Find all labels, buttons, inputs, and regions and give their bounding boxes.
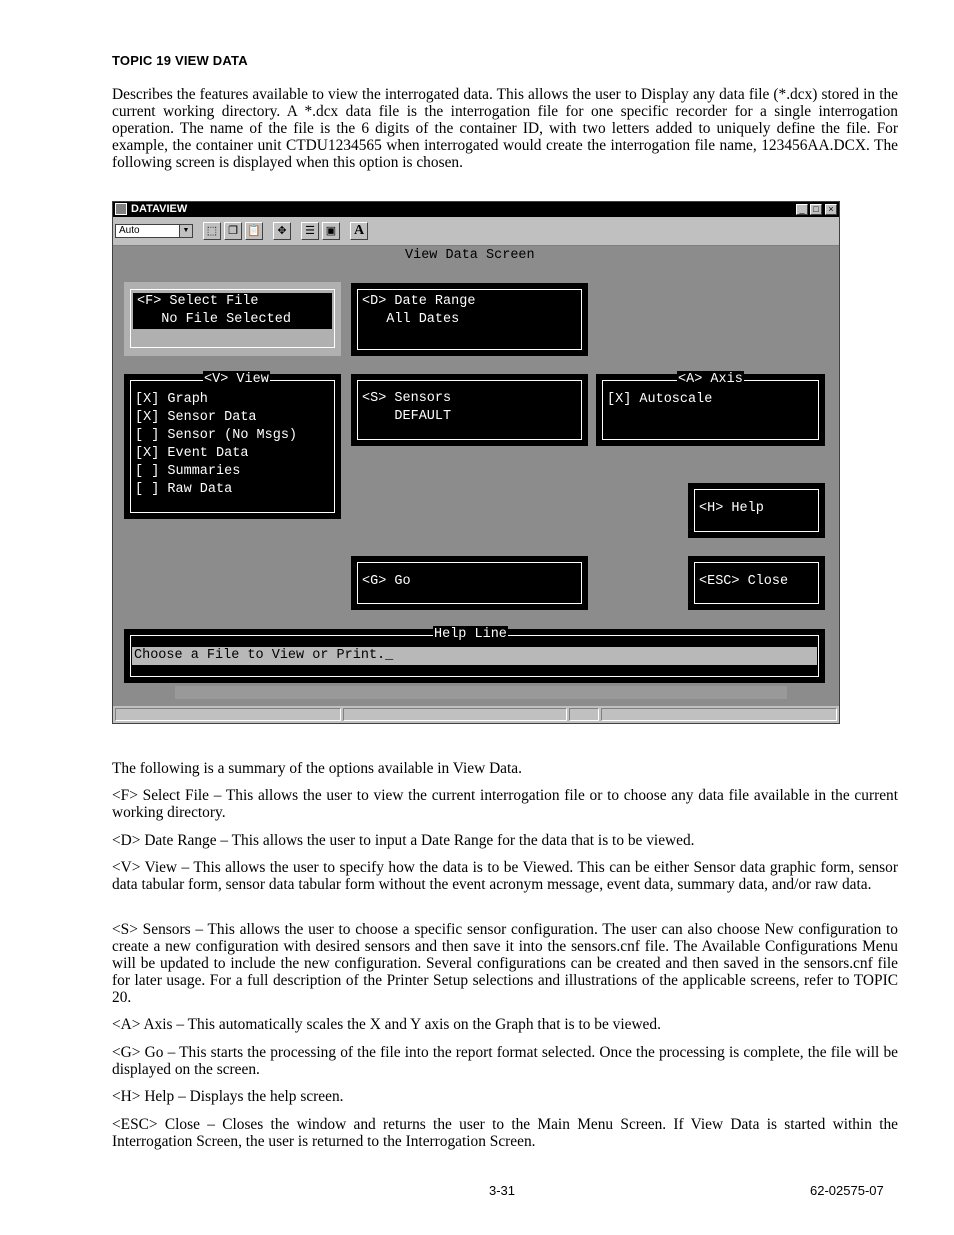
intro-paragraph: Describes the features available to view the interrogated data. This allows the user to Display any data file (*.dcx) stored in the current working directory. A *.dcx data file is the interrogation file for one specific recorder for a single interrogation operation. The name of the file is the 6 digits of the container ID, with two letters added to uniquely define the file. For example, the container unit CTDU1234565 when interrogated would create the interrogation file name, 123456AA.DCX. The following screen is displayed when this option is chosen. xyxy=(112,86,898,171)
status-pane-2 xyxy=(343,708,567,721)
view-option-graph[interactable]: [X] Graph xyxy=(135,392,208,407)
view-option-sensor-no-msgs[interactable]: [ ] Sensor (No Msgs) xyxy=(135,428,298,443)
status-pane-1 xyxy=(115,708,341,721)
view-data-screen xyxy=(113,246,839,706)
item-go: <G> Go – This starts the processing of the file into the report format selected. Once the processing is complete, the file will be displayed on the screen. xyxy=(112,1044,898,1078)
screen-title: View Data Screen xyxy=(405,248,535,263)
document-number: 62-02575-07 xyxy=(810,1183,884,1198)
close-button[interactable]: × xyxy=(825,204,837,215)
status-pane-3 xyxy=(569,708,599,721)
properties-icon[interactable]: ☰ xyxy=(301,222,319,240)
view-panel xyxy=(124,374,341,519)
toolbar xyxy=(113,217,839,246)
minimize-button[interactable]: _ xyxy=(796,204,808,215)
view-option-sensor-data[interactable]: [X] Sensor Data xyxy=(135,410,257,425)
item-axis: <A> Axis – This automatically scales the X and Y axis on the Graph that is to be viewed. xyxy=(112,1016,661,1033)
date-range-panel[interactable] xyxy=(351,283,588,356)
view-option-raw-data[interactable]: [ ] Raw Data xyxy=(135,482,233,497)
help-line-panel xyxy=(124,629,825,683)
chevron-down-icon[interactable]: ▼ xyxy=(179,225,192,237)
axis-panel-title: <A> Axis xyxy=(678,372,743,387)
summary-intro: The following is a summary of the options available in View Data. xyxy=(112,760,522,777)
fullscreen-icon[interactable]: ✥ xyxy=(273,222,291,240)
date-range-label: <D> Date Range xyxy=(362,294,476,309)
view-option-summaries[interactable]: [ ] Summaries xyxy=(135,464,241,479)
esc-close-button[interactable] xyxy=(688,556,825,610)
esc-close-label: <ESC> Close xyxy=(699,574,789,589)
sensors-label: <S> Sensors xyxy=(362,391,452,406)
item-esc-close: <ESC> Close – Closes the window and returns the user to the Main Menu Screen. If View Data is started within the Interrogation Screen, the user is returned to the Interrogation Screen. xyxy=(112,1116,898,1150)
go-button[interactable] xyxy=(351,556,588,610)
help-label: <H> Help xyxy=(699,501,764,516)
font-size-select[interactable] xyxy=(115,224,193,238)
font-size-value: Auto xyxy=(119,225,140,236)
status-pane-4 xyxy=(601,708,837,721)
window-title: DATAVIEW xyxy=(131,203,188,215)
item-view: <V> View – This allows the user to specify how the data is to be Viewed. This can be either Sensor data graphic form, sensor data tabular form, sensor data tabular form without the event acronym message, event data, summary data, and/or raw data. xyxy=(112,859,898,893)
page-number: 3-31 xyxy=(489,1183,516,1198)
item-help: <H> Help – Displays the help screen. xyxy=(112,1088,344,1105)
dataview-window xyxy=(112,201,840,724)
maximize-button[interactable]: □ xyxy=(810,204,822,215)
sensors-value: DEFAULT xyxy=(362,409,452,424)
axis-panel xyxy=(596,374,825,446)
item-date-range: <D> Date Range – This allows the user to input a Date Range for the data that is to be viewed. xyxy=(112,832,695,849)
view-panel-title: <V> View xyxy=(204,372,269,387)
select-icon[interactable]: ⬚ xyxy=(203,222,221,240)
font-icon[interactable]: A xyxy=(350,222,368,240)
status-strip xyxy=(175,686,787,699)
copy-icon[interactable]: ❐ xyxy=(224,222,242,240)
sensors-panel[interactable] xyxy=(351,374,588,446)
select-file-value: No File Selected xyxy=(137,312,291,327)
title-bar[interactable] xyxy=(113,202,839,217)
item-select-file: <F> Select File – This allows the user to view the current interrogation file or to choose any data file available in the current working directory. xyxy=(112,787,898,821)
topic-heading: TOPIC 19 VIEW DATA xyxy=(112,53,248,68)
select-file-panel[interactable] xyxy=(124,282,341,356)
select-file-label: <F> Select File xyxy=(137,294,259,309)
paste-icon[interactable]: 📋 xyxy=(245,222,263,240)
axis-option-autoscale[interactable]: [X] Autoscale xyxy=(607,392,713,407)
app-icon[interactable] xyxy=(115,203,127,215)
help-line-text: Choose a File to View or Print._ xyxy=(134,648,394,663)
status-bar xyxy=(113,706,839,723)
item-sensors: <S> Sensors – This allows the user to choose a specific sensor configuration. The user can also choose New configuration to create a new configuration with desired sensors and then save it into the sensors.cnf file. The Available Configurations Menu will be updated to include the new configuration. Several configurations can be created and then saved in the sensors.cnf file for later usage. For a full description of the Printer Setup selections and illustrations of the applicable screens, refer to TOPIC 20. xyxy=(112,921,898,1006)
go-label: <G> Go xyxy=(362,574,411,589)
background-icon[interactable]: ▣ xyxy=(322,222,340,240)
help-button[interactable] xyxy=(688,483,825,538)
date-range-value: All Dates xyxy=(362,312,460,327)
view-option-event-data[interactable]: [X] Event Data xyxy=(135,446,249,461)
help-line-title: Help Line xyxy=(434,627,507,642)
